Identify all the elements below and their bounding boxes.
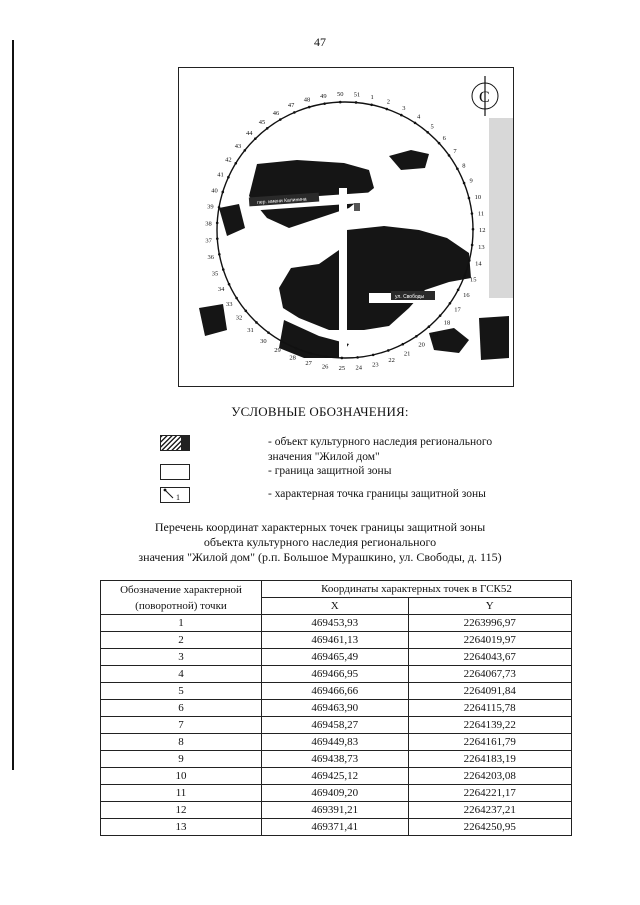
table-row bbox=[101, 802, 572, 819]
boundary-point-label: 40 bbox=[211, 187, 218, 195]
boundary-point-marker bbox=[414, 122, 417, 125]
boundary-point-marker bbox=[295, 347, 298, 350]
cell-y: 2264115,78 bbox=[408, 700, 571, 717]
north-arrow-icon bbox=[472, 76, 498, 116]
boundary-point-marker bbox=[387, 349, 390, 352]
boundary-point-label: 4 bbox=[416, 113, 421, 121]
boundary-point-label: 33 bbox=[225, 300, 233, 308]
boundary-point-marker bbox=[218, 206, 221, 209]
coordinates-table-body bbox=[101, 615, 572, 836]
legend-item-label: - объект культурного наследия регионального значения "Жилой дом" bbox=[268, 436, 493, 463]
boundary-point-label: 32 bbox=[235, 314, 243, 322]
boundary-point-label: 1 bbox=[370, 93, 374, 101]
boundary-point-marker bbox=[463, 182, 466, 185]
boundary-point-marker bbox=[234, 162, 237, 165]
boundary-point-label: 10 bbox=[474, 193, 482, 201]
legend-item-label: - характерная точка границы защитной зоны bbox=[268, 488, 486, 500]
boundary-point-label: 45 bbox=[258, 119, 266, 127]
boundary-point-label: 23 bbox=[372, 361, 379, 369]
table-row bbox=[101, 717, 572, 734]
map-edge-strip bbox=[489, 118, 513, 298]
boundary-point-marker bbox=[280, 340, 283, 343]
boundary-point-marker bbox=[468, 259, 471, 262]
boundary-point-label: 46 bbox=[272, 109, 280, 117]
boundary-point-marker bbox=[471, 244, 474, 247]
boundary-point-label: 49 bbox=[320, 92, 327, 100]
legend-item-boundary bbox=[160, 464, 560, 480]
boundary-point-label: 6 bbox=[442, 135, 446, 143]
boundary-point-marker bbox=[309, 352, 312, 355]
boundary-point-marker bbox=[471, 212, 474, 215]
boundary-point-marker bbox=[372, 354, 375, 357]
boundary-point-marker bbox=[218, 253, 221, 256]
boundary-point-marker bbox=[356, 356, 359, 359]
boundary-point-label: 47 bbox=[287, 102, 295, 110]
svg-text:1: 1 bbox=[176, 493, 180, 502]
map-buildings bbox=[199, 150, 509, 360]
coordinates-table bbox=[100, 580, 572, 836]
cell-x: 469458,27 bbox=[262, 717, 409, 734]
boundary-point-marker bbox=[228, 283, 231, 286]
boundary-point-marker bbox=[254, 137, 257, 140]
boundary-point-label: 26 bbox=[321, 363, 329, 371]
table-row bbox=[101, 819, 572, 836]
boundary-point-marker bbox=[216, 237, 219, 240]
boundary-point-label: 7 bbox=[453, 148, 457, 156]
boundary-point-label: 48 bbox=[303, 96, 311, 104]
boundary-point-label: 39 bbox=[207, 203, 214, 211]
boundary-point-marker bbox=[463, 274, 466, 277]
boundary-point-marker bbox=[456, 167, 459, 170]
street-label-svobody: ул. Свободы bbox=[395, 294, 425, 300]
cell-point: 3 bbox=[101, 649, 262, 666]
point-column-header: Обозначение характерной (поворотной) точки bbox=[101, 581, 262, 615]
y-column-header: Y bbox=[408, 598, 571, 615]
boundary-point-marker bbox=[325, 355, 328, 358]
cell-x: 469465,49 bbox=[262, 649, 409, 666]
cell-x: 469466,66 bbox=[262, 683, 409, 700]
cell-x: 469438,73 bbox=[262, 751, 409, 768]
boundary-point-label: 31 bbox=[247, 326, 254, 334]
boundary-point-label: 8 bbox=[462, 162, 466, 170]
heading-line: Перечень координат характерных точек границы защитной зоны bbox=[154, 520, 486, 534]
boundary-point-marker bbox=[221, 191, 224, 194]
cell-point: 4 bbox=[101, 666, 262, 683]
boundary-point-marker bbox=[243, 149, 246, 152]
table-row bbox=[101, 649, 572, 666]
cell-y: 2264091,84 bbox=[408, 683, 571, 700]
boundary-point-marker bbox=[267, 331, 270, 334]
boundary-point-marker bbox=[308, 106, 311, 109]
boundary-point-marker bbox=[355, 101, 358, 104]
boundary-point-marker bbox=[370, 103, 373, 106]
legend-item-heritage bbox=[160, 435, 560, 465]
x-column-header: X bbox=[262, 598, 409, 615]
cell-point: 11 bbox=[101, 785, 262, 802]
boundary-point-label: 16 bbox=[463, 292, 470, 300]
cell-y: 2264221,17 bbox=[408, 785, 571, 802]
boundary-point-marker bbox=[244, 310, 247, 313]
cell-point: 5 bbox=[101, 683, 262, 700]
cell-point: 13 bbox=[101, 819, 262, 836]
table-row bbox=[101, 632, 572, 649]
boundary-point-label: 35 bbox=[211, 270, 219, 278]
boundary-point-marker bbox=[400, 114, 403, 117]
boundary-point-marker bbox=[255, 321, 258, 324]
boundary-point-label: 11 bbox=[477, 210, 485, 218]
table-row bbox=[101, 683, 572, 700]
site-map-drawing bbox=[179, 68, 513, 386]
boundary-point-marker bbox=[323, 102, 326, 105]
cell-x: 469461,13 bbox=[262, 632, 409, 649]
boundary-point-label: 13 bbox=[478, 243, 485, 251]
cell-point: 1 bbox=[101, 615, 262, 632]
boundary-point-label: 50 bbox=[336, 91, 344, 99]
cell-x: 469453,93 bbox=[262, 615, 409, 632]
boundary-point-label: 42 bbox=[225, 156, 232, 164]
boundary-point-label: 5 bbox=[430, 123, 434, 131]
boundary-point-label: 34 bbox=[217, 286, 225, 294]
boundary-point-label: 14 bbox=[475, 260, 482, 268]
boundary-point-label: 20 bbox=[418, 341, 425, 349]
boundary-point-label: 18 bbox=[443, 319, 451, 327]
boundary-point-label: 19 bbox=[431, 331, 439, 339]
cell-point: 2 bbox=[101, 632, 262, 649]
cell-y: 2264250,95 bbox=[408, 819, 571, 836]
cell-point: 12 bbox=[101, 802, 262, 819]
cell-x: 469425,12 bbox=[262, 768, 409, 785]
boundary-point-marker bbox=[341, 357, 344, 360]
boundary-line-swatch-icon bbox=[160, 464, 190, 480]
table-row bbox=[101, 734, 572, 751]
boundary-point-label: 21 bbox=[403, 350, 411, 358]
boundary-point-marker bbox=[227, 176, 230, 179]
boundary-point-label: 24 bbox=[355, 364, 362, 372]
boundary-point-label: 41 bbox=[217, 171, 224, 179]
boundary-point-marker bbox=[457, 289, 460, 292]
boundary-point-label: 28 bbox=[289, 354, 296, 362]
table-row bbox=[101, 785, 572, 802]
boundary-point-marker bbox=[426, 131, 429, 134]
boundary-point-marker bbox=[216, 222, 219, 225]
site-map bbox=[178, 67, 514, 387]
boundary-point-label: 3 bbox=[402, 104, 406, 112]
legend-item-point bbox=[160, 487, 560, 503]
cell-y: 2264237,21 bbox=[408, 802, 571, 819]
cell-y: 2264139,22 bbox=[408, 717, 571, 734]
coordinate-list-heading bbox=[0, 520, 640, 565]
boundary-point-marker bbox=[439, 314, 442, 317]
street-label-kalinina: пер. имени Калинина bbox=[256, 196, 307, 206]
table-row bbox=[101, 615, 572, 632]
legend-title: УСЛОВНЫЕ ОБОЗНАЧЕНИЯ: bbox=[231, 404, 409, 419]
boundary-point-marker bbox=[235, 297, 238, 300]
cell-point: 10 bbox=[101, 768, 262, 785]
boundary-point-label: 38 bbox=[205, 220, 212, 228]
boundary-point-label: 51 bbox=[353, 91, 361, 99]
boundary-point-label: 2 bbox=[386, 98, 390, 106]
cell-y: 2264043,67 bbox=[408, 649, 571, 666]
cell-point: 7 bbox=[101, 717, 262, 734]
boundary-point-label: 15 bbox=[470, 276, 477, 284]
cell-y: 2264203,08 bbox=[408, 768, 571, 785]
cell-x: 469409,20 bbox=[262, 785, 409, 802]
boundary-point-marker bbox=[438, 142, 441, 145]
boundary-point-label: 36 bbox=[207, 254, 214, 262]
boundary-point-marker bbox=[222, 268, 225, 271]
boundary-point-marker bbox=[428, 325, 431, 328]
boundary-point-label: 22 bbox=[388, 356, 395, 364]
boundary-point-marker bbox=[472, 228, 475, 231]
boundary-point-label: 9 bbox=[469, 177, 473, 185]
cell-x: 469463,90 bbox=[262, 700, 409, 717]
heading-line: объекта культурного наследия регионального bbox=[203, 535, 437, 549]
cell-y: 2263996,97 bbox=[408, 615, 571, 632]
boundary-point-label: 30 bbox=[260, 337, 267, 345]
cell-x: 469391,21 bbox=[262, 802, 409, 819]
boundary-point-marker bbox=[279, 118, 282, 121]
boundary-point-marker bbox=[266, 127, 269, 130]
coords-column-header: Координаты характерных точек в ГСК52 bbox=[262, 581, 572, 598]
boundary-point-label: 44 bbox=[246, 130, 253, 138]
cell-y: 2264161,79 bbox=[408, 734, 571, 751]
table-row bbox=[101, 666, 572, 683]
cell-y: 2264183,19 bbox=[408, 751, 571, 768]
heading-line: значения "Жилой дом" (р.п. Большое Мурашкино, ул. Свободы, д. 115) bbox=[138, 550, 502, 564]
cell-y: 2264067,73 bbox=[408, 666, 571, 683]
table-row bbox=[101, 700, 572, 717]
point-marker-swatch-icon bbox=[160, 487, 190, 503]
boundary-point-marker bbox=[385, 108, 388, 111]
boundary-point-marker bbox=[449, 302, 452, 305]
cell-x: 469466,95 bbox=[262, 666, 409, 683]
boundary-point-marker bbox=[468, 197, 471, 200]
cell-x: 469449,83 bbox=[262, 734, 409, 751]
hatched-object-swatch-icon bbox=[160, 435, 190, 451]
boundary-point-marker bbox=[448, 154, 451, 157]
svg-text:С: С bbox=[479, 89, 490, 106]
boundary-point-label: 25 bbox=[338, 364, 346, 372]
legend-item-label: - граница защитной зоны bbox=[268, 465, 392, 477]
cell-x: 469371,41 bbox=[262, 819, 409, 836]
boundary-point-marker bbox=[415, 335, 418, 338]
boundary-point-label: 17 bbox=[454, 306, 461, 314]
table-row bbox=[101, 751, 572, 768]
boundary-point-label: 27 bbox=[305, 359, 312, 367]
cell-point: 9 bbox=[101, 751, 262, 768]
table-row bbox=[101, 768, 572, 785]
boundary-point-label: 37 bbox=[205, 237, 212, 245]
cell-point: 6 bbox=[101, 700, 262, 717]
cell-point: 8 bbox=[101, 734, 262, 751]
boundary-point-marker bbox=[339, 101, 342, 104]
boundary-point-label: 43 bbox=[234, 142, 242, 150]
page-number: 47 bbox=[314, 35, 326, 49]
boundary-point-label: 12 bbox=[478, 227, 486, 235]
boundary-point-marker bbox=[293, 111, 296, 114]
boundary-point-label: 29 bbox=[274, 347, 281, 355]
cell-y: 2264019,97 bbox=[408, 632, 571, 649]
boundary-point-marker bbox=[401, 343, 404, 346]
